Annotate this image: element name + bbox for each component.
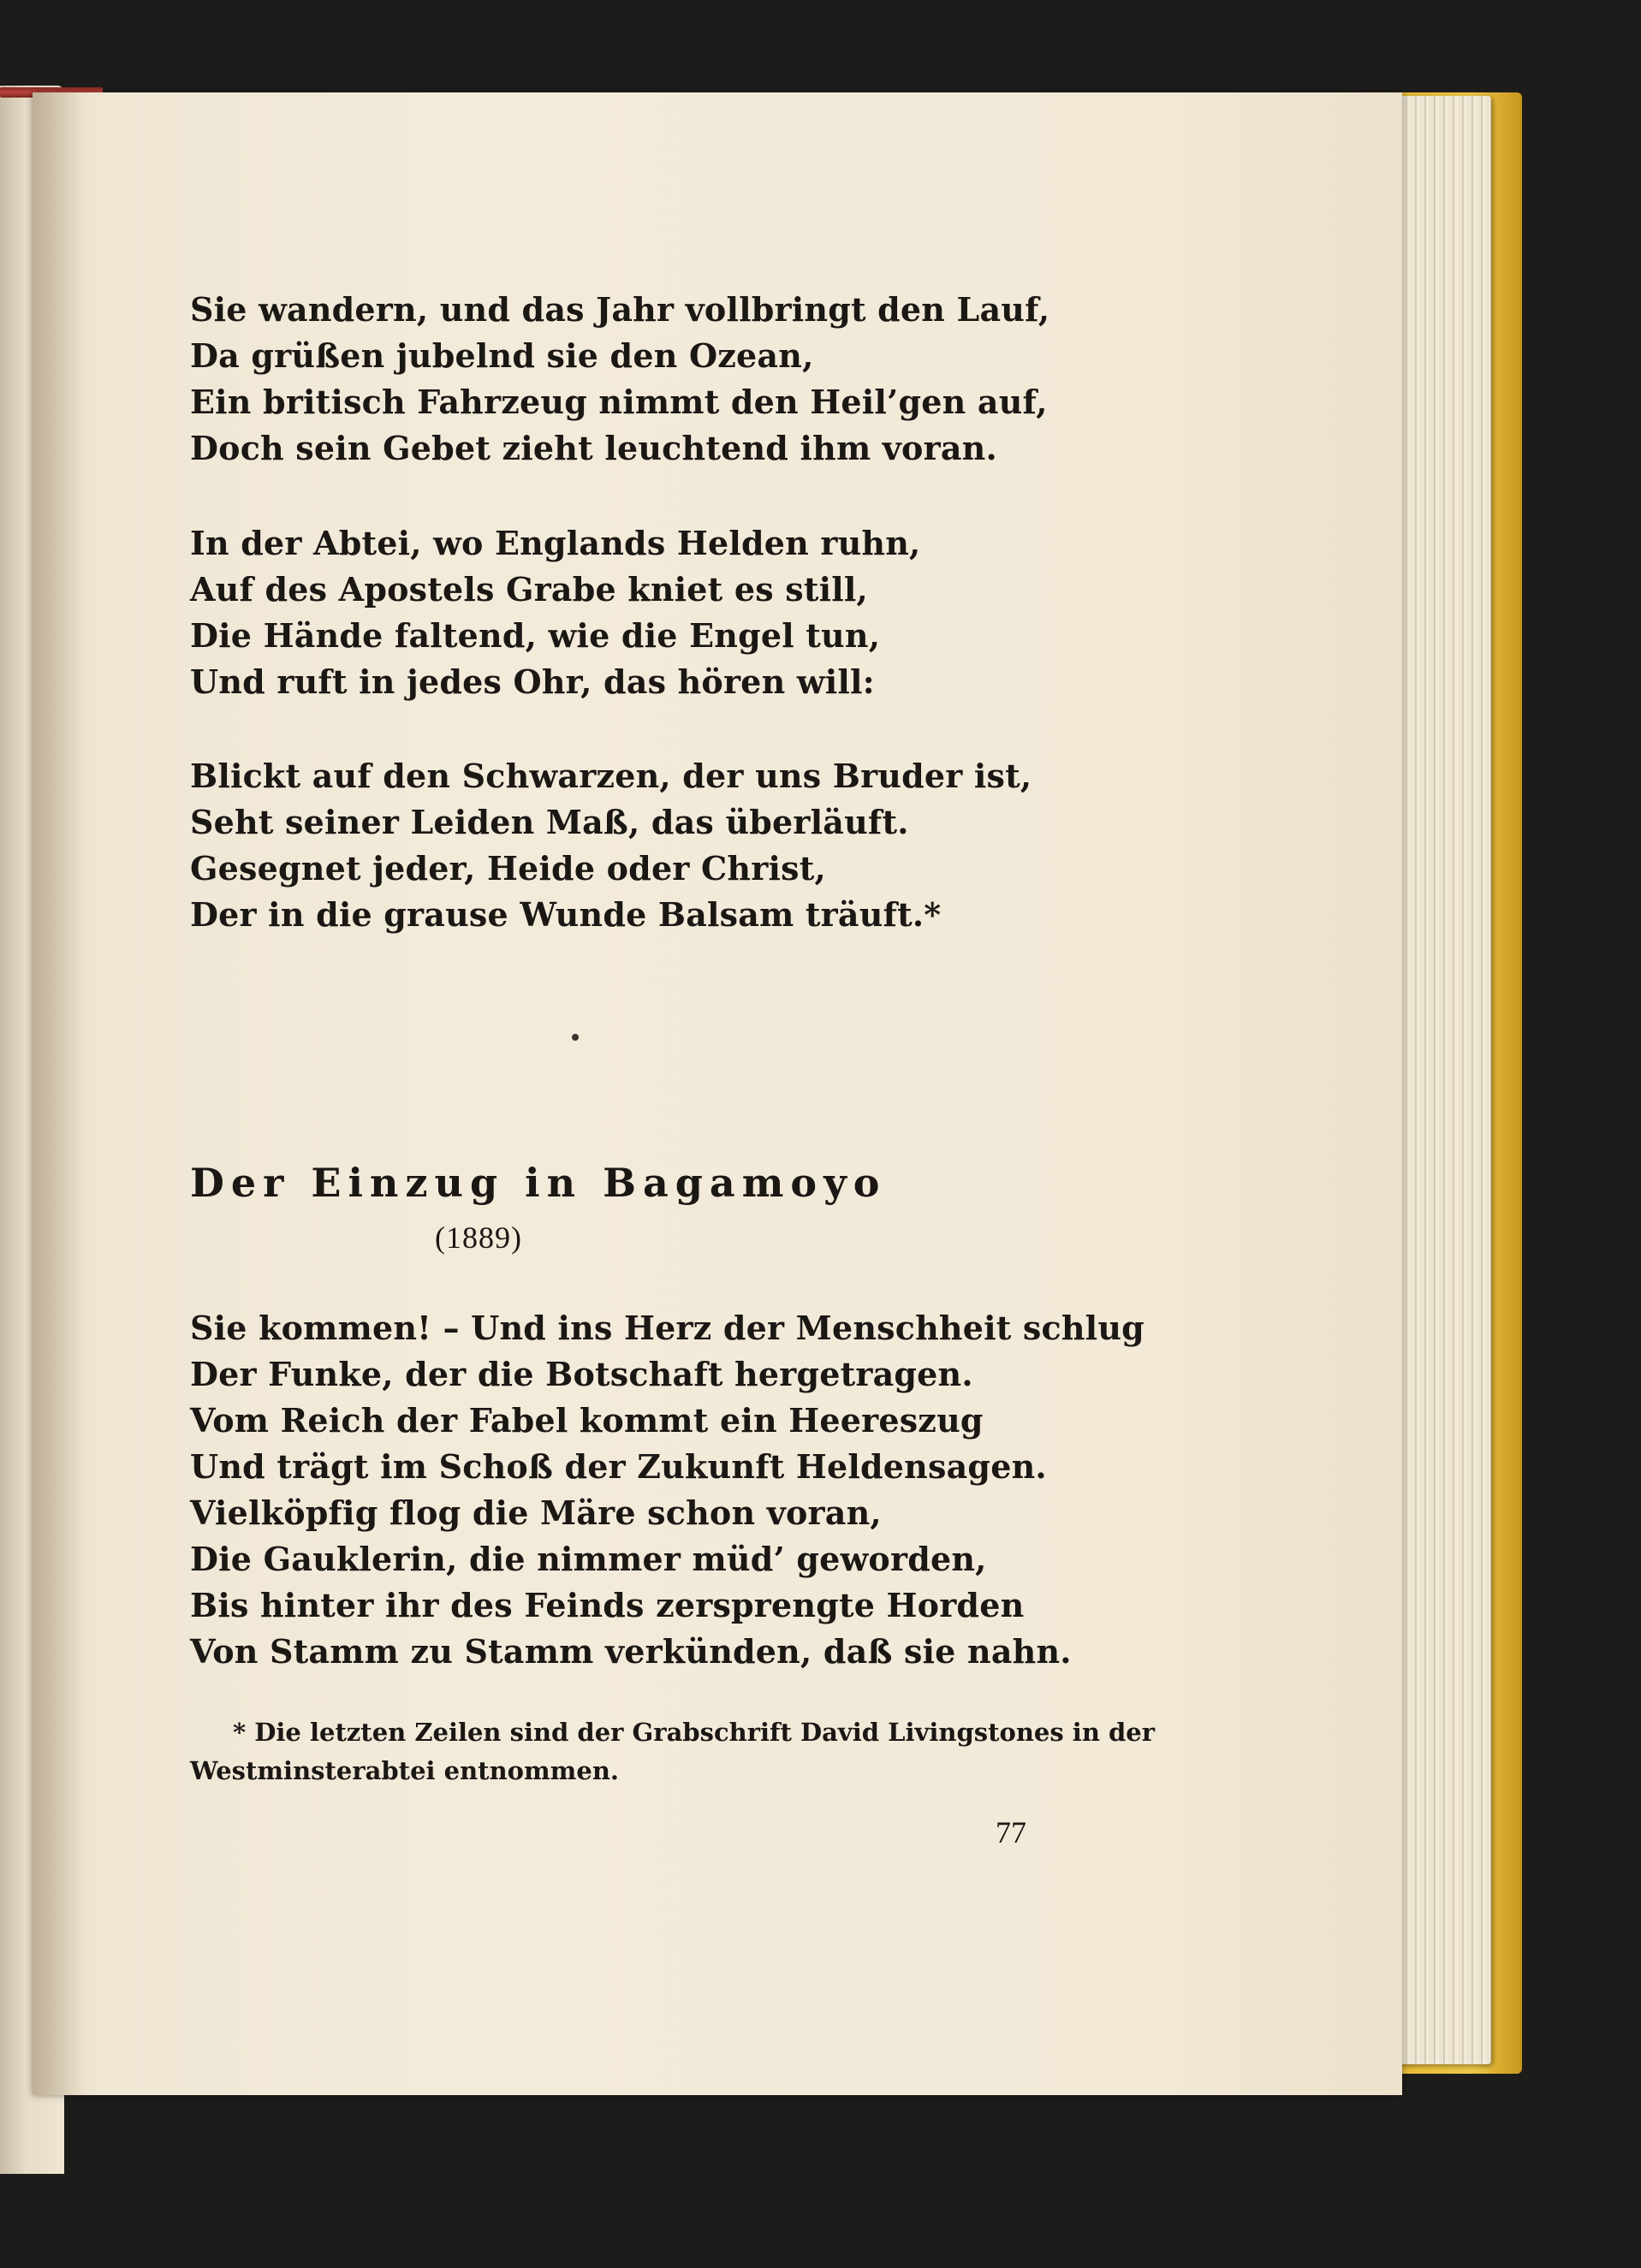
verse-line: Sie wandern, und das Jahr vollbringt den Lauf, bbox=[190, 290, 1050, 329]
verse-line: Seht seiner Leiden Maß, das überläuft. bbox=[190, 803, 909, 841]
verse-line: Und trägt im Schoß der Zukunft Heldensagen. bbox=[190, 1447, 1047, 1486]
verse-line: Sie kommen! – Und ins Herz der Menschheit schlug bbox=[190, 1309, 1145, 1347]
verse-line: Ein britisch Fahrzeug nimmt den Heil’gen auf, bbox=[190, 383, 1048, 421]
footnote-line: Westminsterabtei entnommen. bbox=[190, 1756, 620, 1785]
stanza-3 bbox=[190, 753, 1032, 938]
verse-line: Die Hände faltend, wie die Engel tun, bbox=[190, 616, 881, 655]
stanza-2 bbox=[190, 520, 921, 705]
verse-line: Der in die grause Wunde Balsam träuft.* bbox=[190, 895, 942, 934]
verse-line: In der Abtei, wo Englands Helden ruhn, bbox=[190, 524, 921, 562]
footnote bbox=[190, 1713, 1156, 1790]
page-number: 77 bbox=[996, 1815, 1026, 1849]
poem-body bbox=[190, 1305, 1145, 1675]
poem-year: (1889) bbox=[435, 1220, 522, 1255]
verse-line: Vielköpfig flog die Märe schon voran, bbox=[190, 1493, 882, 1532]
ink-speck bbox=[572, 1034, 579, 1041]
verse-line: Doch sein Gebet zieht leuchtend ihm voran. bbox=[190, 429, 997, 467]
verse-line: Der Funke, der die Botschaft hergetragen. bbox=[190, 1355, 973, 1393]
verse-line: Von Stamm zu Stamm verkünden, daß sie nahn. bbox=[190, 1632, 1072, 1671]
verse-line: Da grüßen jubelnd sie den Ozean, bbox=[190, 336, 814, 375]
page-gutter-shadow bbox=[33, 92, 84, 2095]
verse-line: Vom Reich der Fabel kommt ein Heereszug bbox=[190, 1401, 984, 1440]
verse-line: Die Gauklerin, die nimmer müd’ geworden, bbox=[190, 1540, 987, 1578]
poem-title: Der Einzug in Bagamoyo bbox=[190, 1160, 887, 1206]
verse-line: Auf des Apostels Grabe kniet es still, bbox=[190, 570, 868, 609]
footnote-line: * Die letzten Zeilen sind der Grabschrift David Livingstones in der bbox=[233, 1718, 1156, 1747]
stanza-1 bbox=[190, 287, 1049, 472]
verse-line: Gesegnet jeder, Heide oder Christ, bbox=[190, 849, 826, 888]
verse-line: Und ruft in jedes Ohr, das hören will: bbox=[190, 662, 875, 701]
verse-line: Blickt auf den Schwarzen, der uns Bruder ist, bbox=[190, 757, 1032, 795]
verse-line: Bis hinter ihr des Feinds zersprengte Horden bbox=[190, 1586, 1025, 1624]
